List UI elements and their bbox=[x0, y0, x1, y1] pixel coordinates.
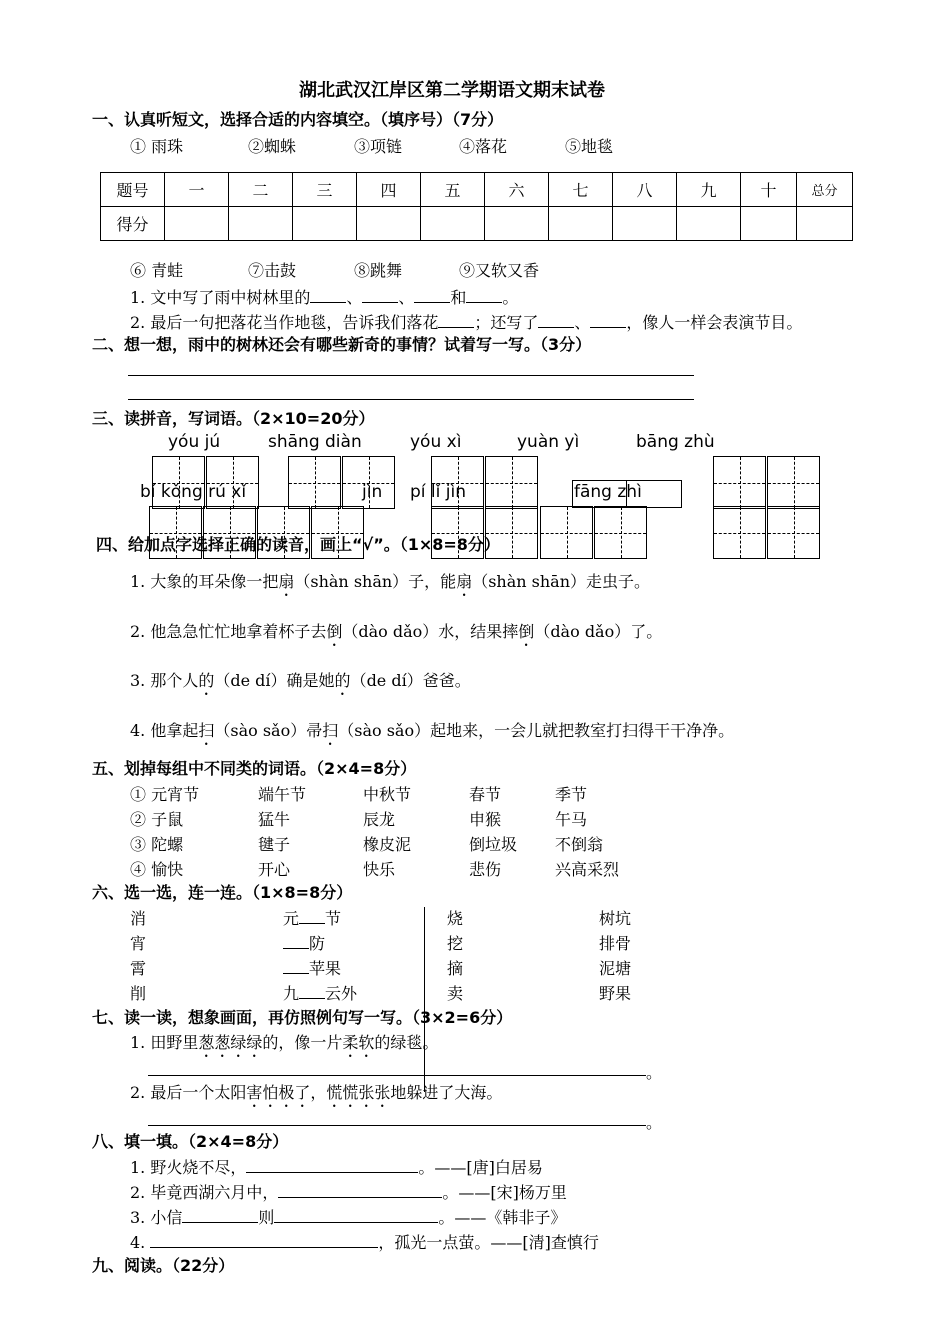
question-1-2 bbox=[130, 310, 802, 333]
q-text: 1. 田野里 bbox=[130, 1033, 199, 1052]
q-text: 3. 那个人 bbox=[130, 671, 199, 690]
dotted-char: 扇 bbox=[278, 572, 295, 591]
section-8-heading: 八、填一填。（2×4=8分） bbox=[92, 1132, 289, 1151]
char[interactable]: 挖 bbox=[447, 934, 464, 953]
word[interactable]: 树坑 bbox=[599, 909, 632, 928]
q-text: ，孤光一点萤。——[清]查慎行 bbox=[378, 1233, 599, 1252]
answer-blank[interactable] bbox=[283, 934, 309, 949]
pinyin: shāng diàn bbox=[268, 432, 362, 452]
writing-grid[interactable] bbox=[713, 456, 766, 509]
example-sentence-1 bbox=[130, 1030, 438, 1061]
q-text: 4. 他拿起 bbox=[130, 721, 199, 740]
score-cell[interactable] bbox=[797, 207, 853, 241]
option-8: ⑧跳舞 bbox=[354, 261, 403, 280]
answer-line[interactable] bbox=[148, 1075, 646, 1076]
option-4: ④落花 bbox=[459, 137, 508, 156]
pinyin: fāng zhì bbox=[574, 482, 642, 502]
q-text: （shàn shān）子，能 bbox=[294, 572, 457, 591]
option-3: ③项链 bbox=[354, 137, 403, 156]
example-sentence-2 bbox=[130, 1080, 502, 1111]
word[interactable]: ③ 陀螺 bbox=[130, 835, 184, 854]
section-3-heading: 三、读拼音，写词语。（2×10=20分） bbox=[92, 409, 375, 428]
question-4-1 bbox=[130, 569, 650, 600]
score-header-cell: 总分 bbox=[797, 173, 853, 207]
word[interactable]: ④ 愉快 bbox=[130, 860, 184, 879]
score-header-cell: 十 bbox=[741, 173, 797, 207]
answer-blank[interactable] bbox=[299, 984, 325, 999]
writing-grid[interactable] bbox=[288, 456, 341, 509]
char[interactable]: 烧 bbox=[447, 909, 464, 928]
answer-blank[interactable] bbox=[150, 1233, 378, 1248]
q-text: （sào sǎo）起地来，一会儿就把教室打扫得干干净净。 bbox=[338, 721, 735, 740]
pinyin: yóu jú bbox=[168, 432, 221, 452]
q-text: 、 bbox=[398, 288, 415, 307]
score-header-cell: 三 bbox=[293, 173, 357, 207]
answer-blank[interactable] bbox=[274, 1208, 438, 1223]
question-4-4 bbox=[130, 718, 734, 749]
answer-line[interactable] bbox=[128, 375, 694, 376]
dotted-char: 倒 bbox=[326, 622, 343, 641]
answer-blank[interactable] bbox=[246, 1158, 418, 1173]
q-text: （dào dǎo）水，结果摔 bbox=[342, 622, 519, 641]
q-text: （shàn shān）走虫子。 bbox=[472, 572, 651, 591]
score-cell[interactable] bbox=[293, 207, 357, 241]
q-text: 2. 最后一个太阳 bbox=[130, 1083, 247, 1102]
writing-grid[interactable] bbox=[594, 506, 647, 559]
q-text: ；还写了 bbox=[474, 313, 539, 332]
word[interactable]: 申猴 bbox=[469, 810, 502, 829]
question-4-2 bbox=[130, 619, 662, 650]
question-4-3 bbox=[130, 668, 471, 699]
poem-line-1 bbox=[130, 1155, 543, 1178]
poem-line-2 bbox=[130, 1180, 567, 1203]
score-header-cell: 七 bbox=[549, 173, 613, 207]
dotted-char: 的 bbox=[198, 671, 215, 690]
section-6-heading: 六、选一选，连一连。（1×8=8分） bbox=[92, 883, 353, 902]
word[interactable]: 不倒翁 bbox=[555, 835, 604, 854]
word[interactable]: 春节 bbox=[469, 785, 502, 804]
dotted-char: 扇 bbox=[456, 572, 473, 591]
pinyin: yuàn yì bbox=[517, 432, 580, 452]
writing-grid[interactable] bbox=[767, 456, 820, 509]
word[interactable]: 快乐 bbox=[363, 860, 396, 879]
word[interactable]: 午马 bbox=[555, 810, 588, 829]
word[interactable]: 倒垃圾 bbox=[469, 835, 518, 854]
word[interactable]: 野果 bbox=[599, 984, 632, 1003]
q-text: 。——[唐]白居易 bbox=[418, 1158, 543, 1177]
q-text: 。——[宋]杨万里 bbox=[442, 1183, 567, 1202]
score-header-cell: 八 bbox=[613, 173, 677, 207]
word[interactable]: 排骨 bbox=[599, 934, 632, 953]
dotted-char: 扫 bbox=[198, 721, 215, 740]
q-text: （dào dǎo）了。 bbox=[534, 622, 663, 641]
answer-blank[interactable] bbox=[414, 288, 450, 303]
pinyin: yóu xì bbox=[410, 432, 462, 452]
pinyin: jìn bbox=[362, 482, 383, 502]
q-text: 、 bbox=[346, 288, 363, 307]
word[interactable]: ② 子鼠 bbox=[130, 810, 184, 829]
answer-blank[interactable] bbox=[283, 959, 309, 974]
dotted-word: 柔软 bbox=[342, 1033, 375, 1052]
q-text: （de dí）确是她 bbox=[214, 671, 335, 690]
q-text: ， bbox=[310, 1083, 327, 1102]
score-cell[interactable] bbox=[613, 207, 677, 241]
pinyin-box-divider bbox=[626, 480, 627, 508]
word[interactable]: 端午节 bbox=[258, 785, 307, 804]
section-7-heading: 七、读一读，想象画面，再仿照例句写一写。（3×2=6分） bbox=[92, 1008, 513, 1027]
word-blank[interactable] bbox=[283, 906, 341, 929]
option-7: ⑦击鼓 bbox=[248, 261, 297, 280]
q-text: 地躲进了大海。 bbox=[390, 1083, 503, 1102]
word[interactable]: 悲伤 bbox=[469, 860, 502, 879]
answer-blank[interactable] bbox=[538, 313, 574, 328]
score-cell[interactable] bbox=[741, 207, 797, 241]
char[interactable]: 摘 bbox=[447, 959, 464, 978]
answer-blank[interactable] bbox=[299, 909, 325, 924]
word[interactable]: 辰龙 bbox=[363, 810, 396, 829]
dotted-word: 害怕极了 bbox=[246, 1083, 311, 1102]
poem-line-3 bbox=[130, 1205, 566, 1228]
writing-grid[interactable] bbox=[540, 506, 593, 559]
word-blank[interactable] bbox=[283, 931, 325, 954]
answer-blank[interactable] bbox=[182, 1208, 258, 1223]
dotted-char: 扫 bbox=[322, 721, 339, 740]
score-header-cell: 九 bbox=[677, 173, 741, 207]
q-text: 。 bbox=[502, 288, 519, 307]
word[interactable]: 毽子 bbox=[258, 835, 291, 854]
option-2: ②蜘蛛 bbox=[248, 137, 297, 156]
char[interactable]: 宵 bbox=[130, 934, 147, 953]
option-1: ① 雨珠 bbox=[130, 137, 184, 156]
q-text: 1. 野火烧不尽， bbox=[130, 1158, 247, 1177]
word[interactable]: 兴高采烈 bbox=[555, 860, 620, 879]
q-text: 防 bbox=[309, 934, 326, 953]
word[interactable]: 中秋节 bbox=[363, 785, 412, 804]
q-text: 元 bbox=[283, 909, 300, 928]
q-text: 2. 毕竟西湖六月中， bbox=[130, 1183, 279, 1202]
answer-blank[interactable] bbox=[590, 313, 626, 328]
score-cell[interactable] bbox=[677, 207, 741, 241]
pinyin: bāng zhù bbox=[636, 432, 715, 452]
score-cell[interactable] bbox=[229, 207, 293, 241]
answer-line[interactable] bbox=[148, 1125, 646, 1126]
q-text: ，像人一样会表演节目。 bbox=[626, 313, 803, 332]
score-cell[interactable] bbox=[165, 207, 229, 241]
dotted-char: 倒 bbox=[518, 622, 535, 641]
option-5: ⑤地毯 bbox=[565, 137, 614, 156]
q-text: 3. 小信 bbox=[130, 1208, 183, 1227]
answer-blank[interactable] bbox=[362, 288, 398, 303]
section-9-heading: 九、阅读。（22分） bbox=[92, 1256, 235, 1275]
q-text: 。——《韩非子》 bbox=[438, 1208, 567, 1227]
q-text: 云外 bbox=[325, 984, 358, 1003]
q-text: 4. bbox=[130, 1233, 151, 1252]
word[interactable]: 泥塘 bbox=[599, 959, 632, 978]
question-1-1 bbox=[130, 285, 518, 308]
q-text: 2. 他急急忙忙地拿着杯子去 bbox=[130, 622, 327, 641]
word[interactable]: 开心 bbox=[258, 860, 291, 879]
q-text: 1. 大象的耳朵像一把 bbox=[130, 572, 279, 591]
word[interactable]: 猛牛 bbox=[258, 810, 291, 829]
word[interactable]: ① 元宵节 bbox=[130, 785, 200, 804]
period: 。 bbox=[646, 1113, 663, 1132]
answer-blank[interactable] bbox=[278, 1183, 442, 1198]
q-text: 的，像一片 bbox=[262, 1033, 343, 1052]
score-table bbox=[100, 172, 853, 241]
pinyin-box bbox=[572, 480, 682, 508]
word-blank[interactable] bbox=[283, 981, 357, 1004]
q-text: 2. 最后一句把落花当作地毯，告诉我们落花 bbox=[130, 313, 439, 332]
dotted-word: 慌慌张张 bbox=[326, 1083, 391, 1102]
writing-grid[interactable] bbox=[713, 506, 766, 559]
answer-blank[interactable] bbox=[438, 313, 474, 328]
section-5-heading: 五、划掉每组中不同类的词语。（2×4=8分） bbox=[92, 759, 417, 778]
score-header-cell: 五 bbox=[421, 173, 485, 207]
score-cell[interactable] bbox=[485, 207, 549, 241]
page-title: 湖北武汉江岸区第二学期语文期末试卷 bbox=[299, 80, 605, 101]
section-2-heading: 二、想一想，雨中的树林还会有哪些新奇的事情？试着写一写。（3分） bbox=[92, 335, 592, 354]
score-header-cell: 一 bbox=[165, 173, 229, 207]
answer-blank[interactable] bbox=[310, 288, 346, 303]
answer-line[interactable] bbox=[128, 399, 694, 400]
answer-blank[interactable] bbox=[466, 288, 502, 303]
char[interactable]: 削 bbox=[130, 984, 147, 1003]
q-text: 九 bbox=[283, 984, 300, 1003]
writing-grid[interactable] bbox=[767, 506, 820, 559]
q-text: 则 bbox=[258, 1208, 275, 1227]
divider-line bbox=[424, 907, 425, 1092]
q-text: 苹果 bbox=[309, 959, 342, 978]
q-text: 1. 文中写了雨中树林里的 bbox=[130, 288, 311, 307]
pinyin: pí lǐ jìn bbox=[410, 482, 466, 502]
score-label-cell: 得分 bbox=[101, 207, 165, 241]
section-1-heading: 一、认真听短文，选择合适的内容填空。（填序号）（7分） bbox=[92, 110, 504, 129]
writing-grid[interactable] bbox=[485, 456, 538, 509]
q-text: 的绿毯。 bbox=[374, 1033, 439, 1052]
char[interactable]: 卖 bbox=[447, 984, 464, 1003]
pinyin: bí kǒng rú xǐ bbox=[140, 482, 247, 502]
word-blank[interactable] bbox=[283, 956, 341, 979]
q-text: （de dí）爸爸。 bbox=[350, 671, 471, 690]
score-cell[interactable] bbox=[421, 207, 485, 241]
score-cell[interactable] bbox=[549, 207, 613, 241]
char[interactable]: 霄 bbox=[130, 959, 147, 978]
dotted-char: 的 bbox=[334, 671, 351, 690]
score-cell[interactable] bbox=[357, 207, 421, 241]
score-header-cell: 四 bbox=[357, 173, 421, 207]
q-text: （sào sǎo）帚 bbox=[214, 721, 323, 740]
word[interactable]: 橡皮泥 bbox=[363, 835, 412, 854]
word[interactable]: 季节 bbox=[555, 785, 588, 804]
q-text: 和 bbox=[450, 288, 467, 307]
option-9: ⑨又软又香 bbox=[459, 261, 540, 280]
period: 。 bbox=[646, 1063, 663, 1082]
poem-line-4 bbox=[130, 1230, 599, 1253]
q-text: 节 bbox=[325, 909, 342, 928]
score-header-cell: 六 bbox=[485, 173, 549, 207]
dotted-word: 葱葱绿绿 bbox=[198, 1033, 263, 1052]
section-4-heading: 四、给加点字选择正确的读音，画上“√”。（1×8=8分） bbox=[96, 535, 500, 554]
option-6: ⑥ 青蛙 bbox=[130, 261, 184, 280]
char[interactable]: 消 bbox=[130, 909, 147, 928]
q-text: 、 bbox=[574, 313, 591, 332]
score-header-cell: 二 bbox=[229, 173, 293, 207]
score-header-cell: 题号 bbox=[101, 173, 165, 207]
